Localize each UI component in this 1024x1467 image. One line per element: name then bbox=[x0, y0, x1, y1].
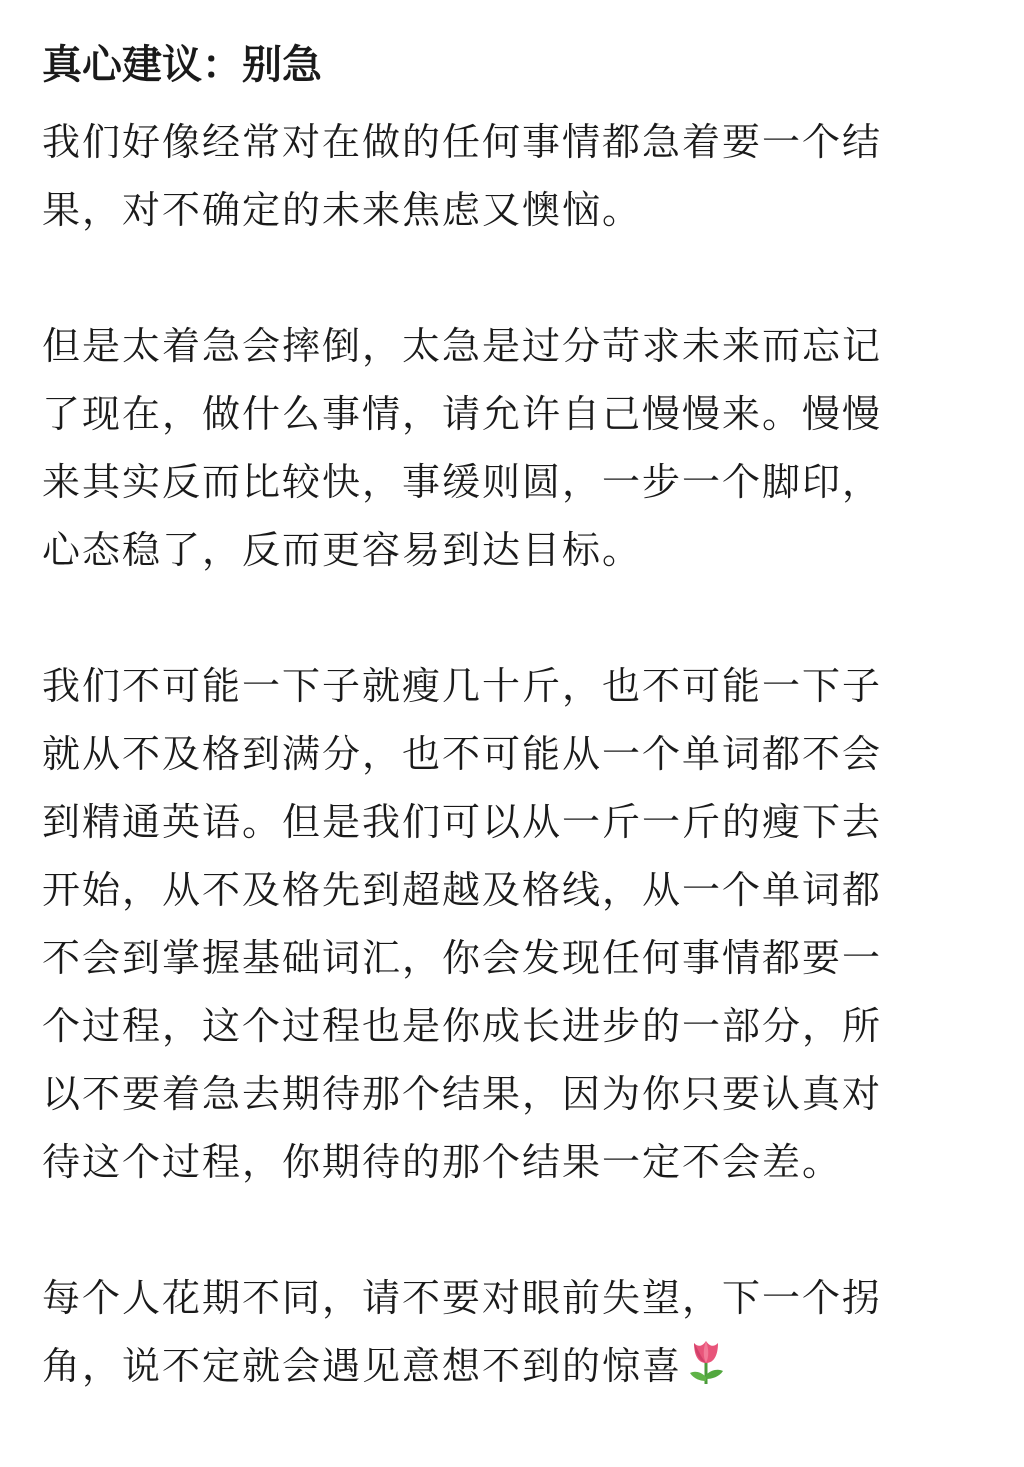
text-line: 就从不及格到满分，也不可能从一个单词都不会 bbox=[42, 732, 883, 776]
text-line: 但是太着急会摔倒，太急是过分苛求未来而忘记 bbox=[42, 324, 883, 368]
paragraph-3 bbox=[42, 652, 947, 1196]
text-line: 个过程，这个过程也是你成长进步的一部分，所 bbox=[42, 1004, 883, 1048]
paragraph-spacer bbox=[42, 244, 947, 312]
text-line: 来其实反而比较快，事缓则圆，一步一个脚印， bbox=[42, 460, 883, 504]
paragraph-spacer bbox=[42, 1196, 947, 1264]
text-line: 到精通英语。但是我们可以从一斤一斤的瘦下去 bbox=[42, 800, 883, 844]
text-line-with-emoji bbox=[42, 1332, 947, 1400]
text-line: 待这个过程，你期待的那个结果一定不会差。 bbox=[42, 1140, 843, 1184]
paragraph-4 bbox=[42, 1264, 947, 1400]
article bbox=[42, 30, 947, 1400]
text-line: 我们好像经常对在做的任何事情都急着要一个结 bbox=[42, 120, 883, 164]
text-line: 我们不可能一下子就瘦几十斤，也不可能一下子 bbox=[42, 664, 883, 708]
text-line: 角，说不定就会遇见意想不到的惊喜 bbox=[42, 1344, 683, 1388]
text-line: 每个人花期不同，请不要对眼前失望，下一个拐 bbox=[42, 1276, 883, 1320]
text-line: 了现在，做什么事情，请允许自己慢慢来。慢慢 bbox=[42, 392, 883, 436]
text-line: 以不要着急去期待那个结果，因为你只要认真对 bbox=[42, 1072, 883, 1116]
text-line: 开始，从不及格先到超越及格线，从一个单词都 bbox=[42, 868, 883, 912]
text-line: 果，对不确定的未来焦虑又懊恼。 bbox=[42, 188, 643, 232]
text-line: 心态稳了，反而更容易到达目标。 bbox=[42, 528, 643, 572]
article-title: 真心建议：别急 bbox=[42, 42, 322, 88]
paragraph-1 bbox=[42, 108, 947, 244]
tulip-emoji-icon bbox=[686, 1337, 726, 1406]
paragraph-2 bbox=[42, 312, 947, 584]
paragraph-spacer bbox=[42, 584, 947, 652]
text-line: 不会到掌握基础词汇，你会发现任何事情都要一 bbox=[42, 936, 883, 980]
